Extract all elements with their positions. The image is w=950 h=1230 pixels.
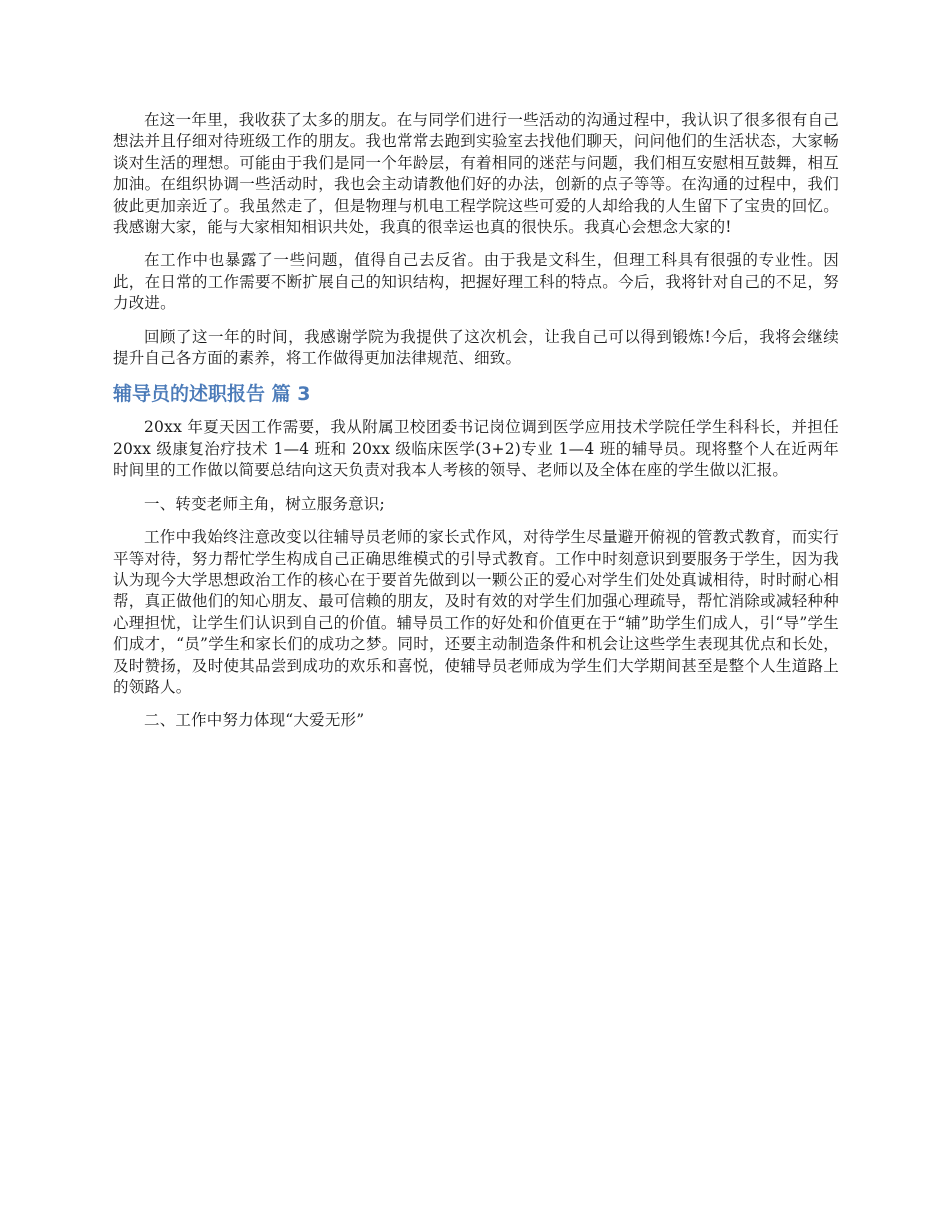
paragraph-service: 工作中我始终注意改变以往辅导员老师的家长式作风，对待学生尽量避开俯视的管教式教育，而实行平等对待，努力帮忙学生构成自己正确思维模式的引导式教育。工作中时刻意识到要服务于学生，因为我认为现今大学思想政治工作的核心在于要首先做到以一颗公正的爱心对学生们处处真诚相待，时时耐心相帮，真正做他们的知心朋友、最可信赖的朋友，及时有效的对学生们加强心理疏导，帮忙消除或减轻种种心理担忧，让学生们认识到自己的价值。辅导员工作的好处和价值更在于“辅”助学生们成人，引“导”学生们成才，“员”学生和家长们的成功之梦。同时，还要主动制造条件和机会让这些学生表现其优点和长处，及时赞扬，及时使其品尝到成功的欢乐和喜悦，使辅导员老师成为学生们大学期间甚至是整个人生道路上的领路人。 (113, 528, 839, 696)
paragraph-intro: 20xx 年夏天因工作需要，我从附属卫校团委书记岗位调到医学应用技术学院任学生科科长，并担任 20xx 级康复治疗技术 1—4 班和 20xx 级临床医学(3+2)专业 1—4 班的辅导员。现将整个人在近两年时间里的工作做以简要总结向这天负责对我本人考核的领导、老师以及全体在座的学生做以汇报。 (113, 418, 839, 480)
paragraph-review: 回顾了这一年的时间，我感谢学院为我提供了这次机会，让我自己可以得到锻炼!今后，我将会继续提升自己各方面的素养，将工作做得更加法律规范、细致。 (113, 327, 839, 368)
section-heading: 辅导员的述职报告 篇 3 (113, 383, 311, 406)
subheading-one: 一、转变老师主角，树立服务意识; (144, 494, 385, 513)
paragraph-friends: 在这一年里，我收获了太多的朋友。在与同学们进行一些活动的沟通过程中，我认识了很多很有自己想法并且仔细对待班级工作的朋友。我也常常去跑到实验室去找他们聊天，问问他们的生活状态，大家畅谈对生活的理想。可能由于我们是同一个年龄层，有着相同的迷茫与问题，我们相互安慰相互鼓舞，相互加油。在组织协调一些活动时，我也会主动请教他们好的办法，创新的点子等等。在沟通的过程中，我们彼此更加亲近了。我虽然走了，但是物理与机电工程学院这些可爱的人却给我的人生留下了宝贵的回忆。我感谢大家，能与大家相知相识共处，我真的很幸运也真的很快乐。我真心会想念大家的! (113, 111, 839, 237)
document-page (113, 110, 839, 744)
subheading-two: 二、工作中努力体现“大爱无形” (144, 711, 365, 730)
paragraph-problems: 在工作中也暴露了一些问题，值得自己去反省。由于我是文科生，但理工科具有很强的专业性。因此，在日常的工作需要不断扩展自己的知识结构，把握好理工科的特点。今后，我将针对自己的不足，努力改进。 (113, 251, 839, 313)
